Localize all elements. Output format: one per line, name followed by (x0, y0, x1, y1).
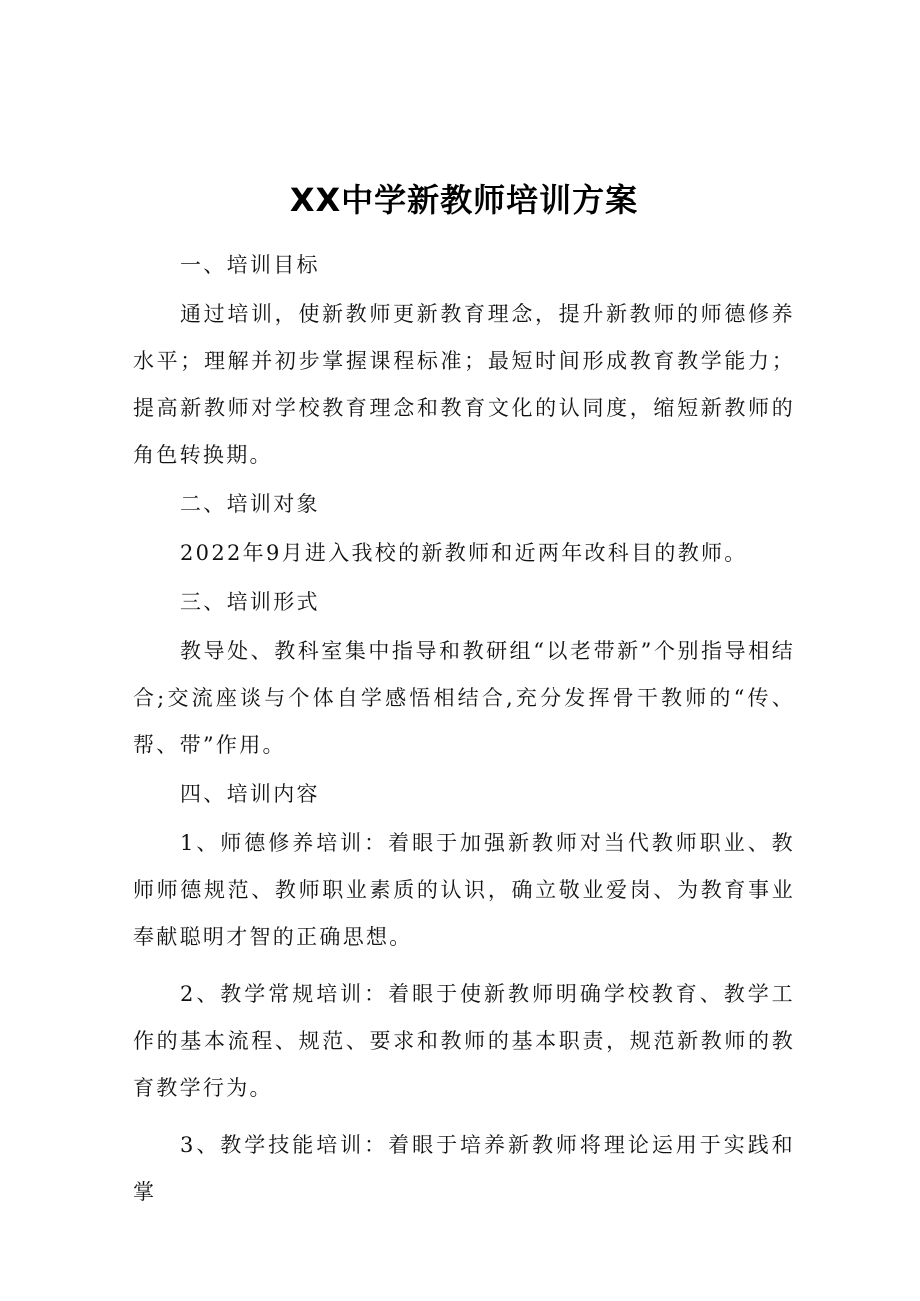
document-body (133, 178, 795, 1218)
paragraph-ethics-training: 1、师德修养培训：着眼于加强新教师对当代教师职业、教师师德规范、教师职业素质的认识，确立敬业爱岗、为教育事业奉献聪明才智的正确思想。 (133, 831, 795, 949)
section-heading-format: 三、培训形式 (180, 590, 320, 614)
section-heading-goals: 一、培训目标 (180, 253, 320, 277)
paragraph-routine-training: 2、教学常规培训：着眼于使新教师明确学校教育、教学工作的基本流程、规范、要求和教师的基本职责，规范新教师的教育教学行为。 (133, 982, 795, 1100)
section-heading-audience: 二、培训对象 (180, 492, 320, 516)
paragraph-format: 教导处、教科室集中指导和教研组“以老带新”个别指导相结合;交流座谈与个体自学感悟相结合,充分发挥骨干教师的“传、帮、带”作用。 (133, 639, 795, 757)
paragraph-audience: 2022年9月进入我校的新教师和近两年改科目的教师。 (180, 541, 748, 565)
paragraph-skills-training: 3、教学技能培训：着眼于培养新教师将理论运用于实践和掌 (133, 1133, 795, 1204)
document-title: XX中学新教师培训方案 (289, 181, 639, 219)
section-heading-content: 四、培训内容 (180, 782, 320, 806)
paragraph-goals: 通过培训，使新教师更新教育理念，提升新教师的师德修养水平；理解并初步掌握课程标准；最短时间形成教育教学能力；提高新教师对学校教育理念和教育文化的认同度，缩短新教师的角色转换期。 (133, 302, 795, 467)
